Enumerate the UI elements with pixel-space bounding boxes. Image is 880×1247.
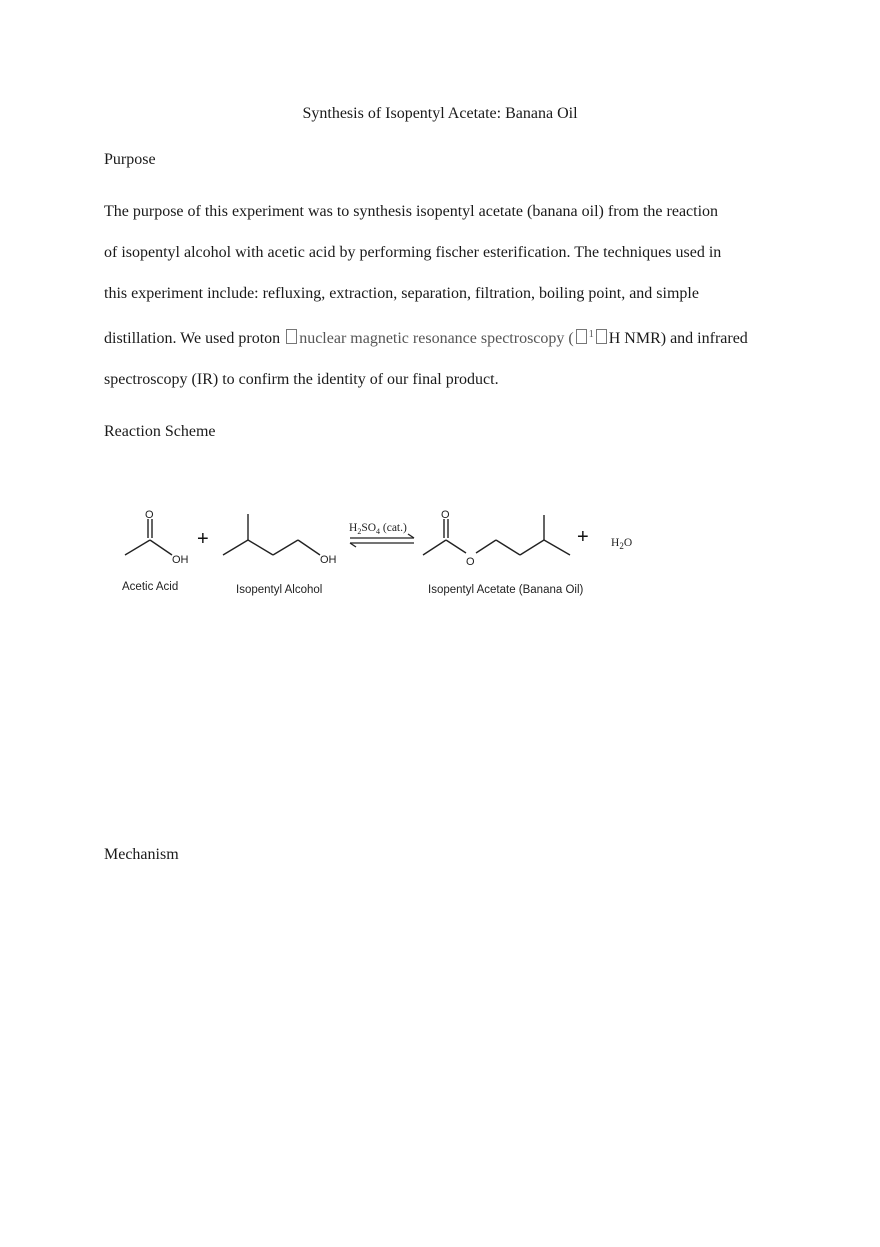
- superscript-one: 1: [588, 329, 594, 340]
- atom-o: O: [145, 509, 154, 521]
- missing-glyph-icon: [596, 329, 607, 344]
- purpose-line-text: distillation. We used proton: [104, 330, 285, 347]
- purpose-line: of isopentyl alcohol with acetic acid by performing fischer esterification. The techniques used in: [104, 244, 722, 261]
- isopentyl-alcohol-structure: [223, 514, 320, 555]
- catalyst-h: H: [349, 522, 358, 534]
- isopentyl-alcohol-label: Isopentyl Alcohol: [236, 584, 323, 596]
- catalyst-so: SO: [361, 522, 377, 534]
- catalyst-subscript: 2: [357, 527, 362, 536]
- purpose-line: this experiment include: refluxing, extraction, separation, filtration, boiling point, and simple: [104, 285, 699, 302]
- catalyst-cat: (cat.): [380, 522, 407, 534]
- purpose-paragraph: [104, 191, 804, 400]
- missing-glyph-icon: [576, 329, 587, 344]
- isopentyl-acetate-label: Isopentyl Acetate (Banana Oil): [428, 584, 584, 596]
- catalyst-subscript: 4: [376, 527, 381, 536]
- reaction-scheme-heading: Reaction Scheme: [104, 423, 216, 440]
- water-o: O: [623, 537, 633, 549]
- purpose-line-nmr: [104, 314, 804, 359]
- purpose-line-text: H NMR) and infrared: [608, 330, 748, 347]
- acetic-acid-label: Acetic Acid: [122, 581, 179, 593]
- purpose-line: The purpose of this experiment was to synthesis isopentyl acetate (banana oil) from the reaction: [104, 203, 719, 220]
- catalyst-label: [349, 522, 407, 536]
- acetic-acid-structure: [125, 519, 172, 555]
- plus-sign: +: [197, 528, 209, 550]
- purpose-heading: Purpose: [104, 151, 156, 168]
- water-h: H: [611, 537, 620, 549]
- atom-oh: OH: [320, 554, 337, 566]
- missing-glyph-icon: [286, 329, 297, 344]
- nmr-term: nuclear magnetic resonance spectroscopy (: [299, 330, 574, 347]
- water-subscript: 2: [619, 541, 624, 551]
- purpose-line: spectroscopy (IR) to confirm the identity of our final product.: [104, 371, 499, 388]
- isopentyl-acetate-structure: [423, 515, 570, 555]
- plus-sign: +: [577, 526, 589, 548]
- reaction-scheme-diagram: [110, 505, 670, 610]
- water-formula: [611, 537, 632, 551]
- document-title: Synthesis of Isopentyl Acetate: Banana Oil: [302, 105, 578, 122]
- atom-o: O: [466, 556, 475, 568]
- atom-oh: OH: [172, 554, 189, 566]
- mechanism-heading: Mechanism: [104, 846, 179, 863]
- atom-o: O: [441, 509, 450, 521]
